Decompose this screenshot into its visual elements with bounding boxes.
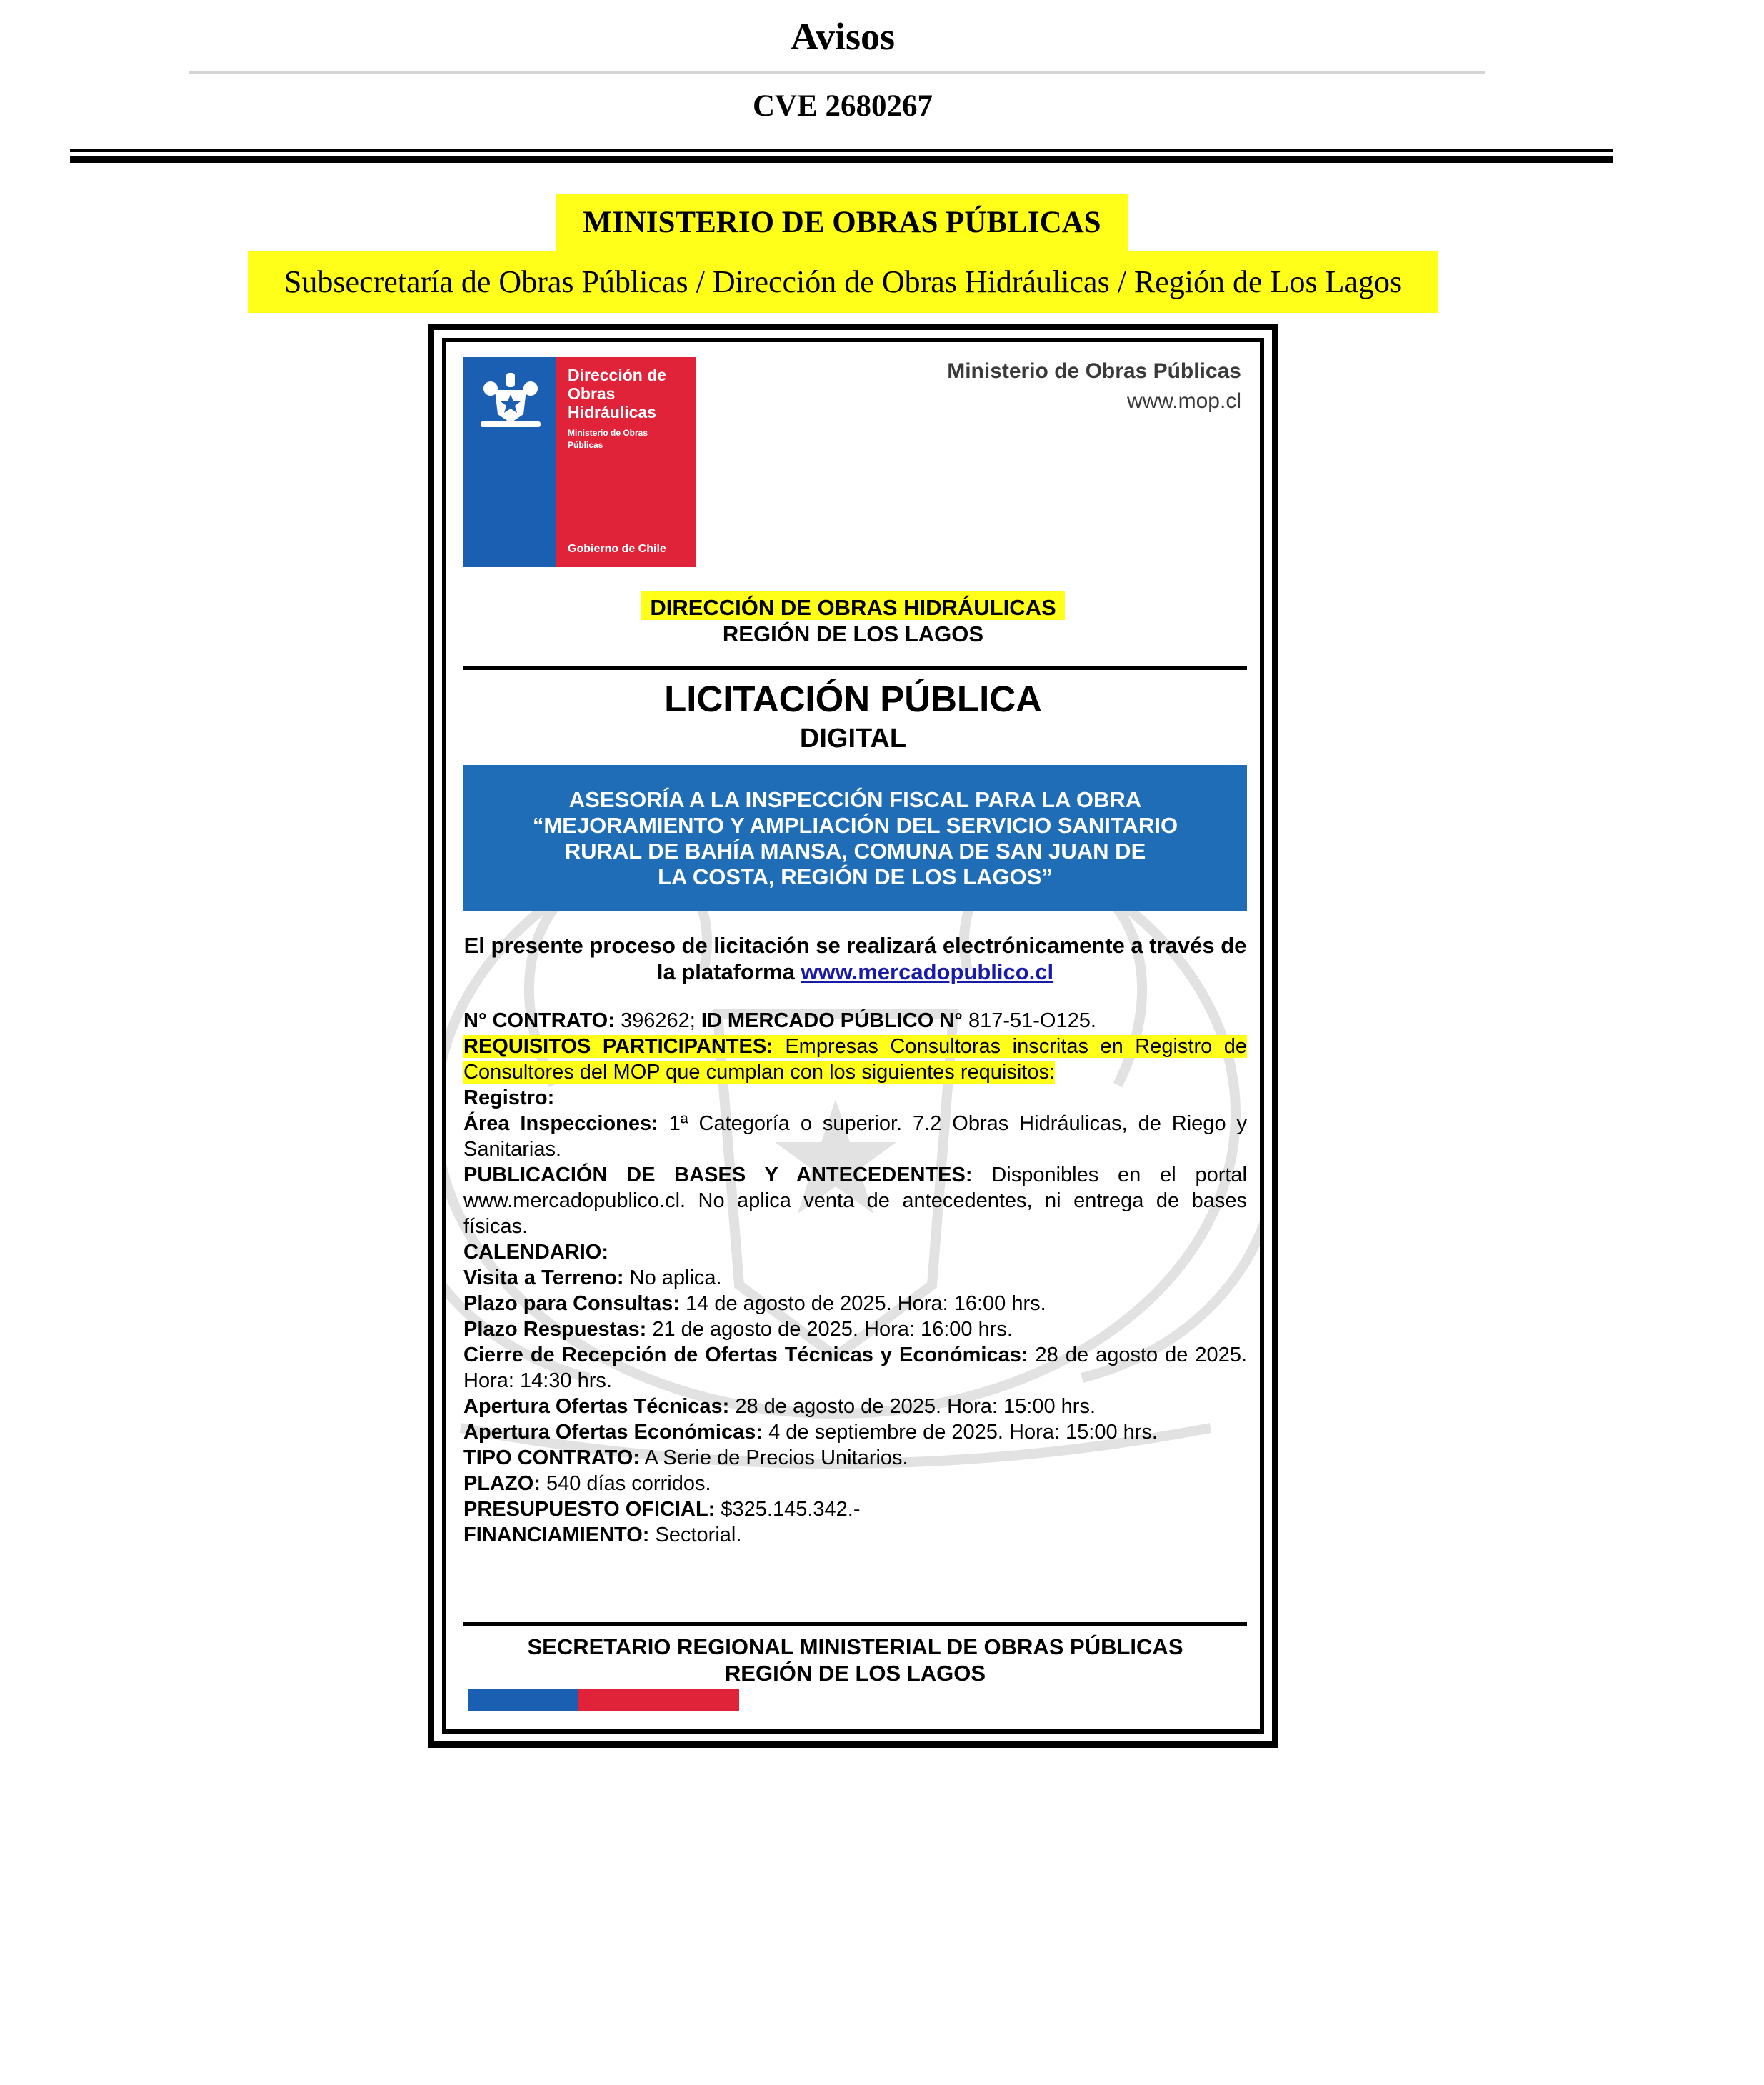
chile-coat-of-arms-icon	[473, 367, 548, 431]
area-label: Área Inspecciones:	[463, 1112, 658, 1135]
financing-label: FINANCIAMIENTO:	[463, 1524, 650, 1546]
technical-opening-line	[463, 1394, 1247, 1419]
questions-deadline-label: Plazo para Consultas:	[463, 1292, 680, 1315]
answers-deadline-value: 21 de agosto de 2025. Hora: 16:00 hrs.	[646, 1318, 1013, 1341]
registro-label: Registro:	[463, 1086, 555, 1109]
budget-label: PRESUPUESTO OFICIAL:	[463, 1498, 716, 1521]
requirements-value: Empresas Consultoras inscritas en Registro de Consultores del MOP que cumplan con los siguientes requisitos:	[463, 1035, 1248, 1084]
doh-heading-line1: DIRECCIÓN DE OBRAS HIDRÁULICAS	[641, 591, 1064, 620]
page-title: Avisos	[790, 15, 896, 58]
logo-ministry-name: Ministerio de Obras Públicas	[568, 428, 648, 450]
mp-id-value: 817-51-O125.	[962, 1009, 1096, 1032]
ministry-subtitle: Subsecretaría de Obras Públicas / Dirección de Obras Hidráulicas / Región de Los Lagos	[248, 251, 1438, 313]
economic-opening-line	[463, 1419, 1247, 1445]
technical-opening-label: Apertura Ofertas Técnicas:	[463, 1395, 730, 1418]
doh-heading	[446, 594, 1260, 647]
section-divider-thick	[70, 156, 1613, 163]
doh-heading-line2: REGIÓN DE LOS LAGOS	[722, 621, 984, 646]
notice-divider-bottom	[463, 1622, 1247, 1626]
offer-closing-line	[463, 1342, 1247, 1394]
term-label: PLAZO:	[463, 1472, 541, 1495]
publication-value: Disponibles en el portal www.mercadopublico.cl. No aplica venta de antecedentes, ni entrega de bases físicas.	[463, 1164, 1247, 1238]
mercadopublico-link[interactable]: www.mercadopublico.cl	[801, 959, 1054, 984]
requirements-line	[463, 1034, 1247, 1085]
notice-inner-frame	[442, 338, 1264, 1734]
intro-text: El presente proceso de licitación se realizará electrónicamente a través de la plataforma	[463, 933, 1247, 984]
publication-line	[463, 1162, 1247, 1239]
contract-value: 396262;	[614, 1009, 701, 1032]
financing-line	[463, 1522, 1247, 1548]
economic-opening-label: Apertura Ofertas Económicas:	[463, 1421, 763, 1444]
requirements-label: REQUISITOS PARTICIPANTES:	[463, 1035, 773, 1058]
area-line	[463, 1111, 1247, 1162]
flag-stripe-blue	[468, 1689, 578, 1711]
tender-subtitle: DIGITAL	[799, 724, 907, 754]
ministry-name: MINISTERIO DE OBRAS PÚBLICAS	[556, 194, 1128, 251]
project-box	[463, 765, 1247, 911]
signer-block	[463, 1634, 1247, 1686]
tender-details	[463, 1008, 1247, 1548]
mop-name: Ministerio de Obras Públicas	[947, 359, 1241, 383]
economic-opening-value: 4 de septiembre de 2025. Hora: 15:00 hrs.	[763, 1421, 1158, 1444]
project-line: RURAL DE BAHÍA MANSA, COMUNA DE SAN JUAN DE	[564, 838, 1146, 864]
contract-type-value: A Serie de Precios Unitarios.	[640, 1446, 908, 1469]
budget-line	[463, 1496, 1247, 1522]
technical-opening-value: 28 de agosto de 2025. Hora: 15:00 hrs.	[729, 1395, 1096, 1418]
notice-content	[446, 342, 1260, 1729]
contract-line	[463, 1008, 1247, 1034]
signer-line2: REGIÓN DE LOS LAGOS	[724, 1661, 986, 1686]
term-value: 540 días corridos.	[540, 1472, 711, 1495]
registro-line	[463, 1085, 1247, 1111]
site-visit-line	[463, 1265, 1247, 1291]
logo-agency-name: Dirección de Obras Hidráulicas	[568, 366, 667, 421]
section-divider-thin	[70, 149, 1613, 152]
logo-government: Gobierno de Chile	[568, 543, 666, 555]
contract-label: N° CONTRATO:	[463, 1009, 615, 1032]
contract-type-line	[463, 1445, 1247, 1471]
signer-line1: SECRETARIO REGIONAL MINISTERIAL DE OBRAS PÚBLICAS	[527, 1634, 1183, 1659]
project-line: ASESORÍA A LA INSPECCIÓN FISCAL PARA LA OBRA	[568, 786, 1142, 812]
publication-label: PUBLICACIÓN DE BASES Y ANTECEDENTES:	[463, 1164, 973, 1186]
answers-deadline-label: Plazo Respuestas:	[463, 1318, 647, 1341]
flag-stripe-red	[578, 1689, 739, 1711]
mop-url: www.mop.cl	[1126, 389, 1241, 413]
calendar-heading	[463, 1239, 1247, 1265]
notice-frame	[428, 324, 1278, 1748]
project-line: “MEJORAMIENTO Y AMPLIACIÓN DEL SERVICIO SANITARIO	[532, 812, 1178, 838]
project-line: LA COSTA, REGIÓN DE LOS LAGOS”	[658, 864, 1053, 889]
offer-closing-value: 28 de agosto de 2025. Hora: 14:30 hrs.	[463, 1344, 1248, 1392]
questions-deadline-line	[463, 1291, 1247, 1316]
questions-deadline-value: 14 de agosto de 2025. Hora: 16:00 hrs.	[679, 1292, 1046, 1315]
site-visit-label: Visita a Terreno:	[463, 1266, 624, 1289]
term-line	[463, 1471, 1247, 1496]
offer-closing-label: Cierre de Recepción de Ofertas Técnicas y Económicas:	[463, 1344, 1028, 1366]
budget-value: $325.145.342.-	[715, 1498, 861, 1521]
mp-id-label: ID MERCADO PÚBLICO N°	[701, 1009, 963, 1032]
notice-divider-top	[463, 666, 1247, 670]
financing-value: Sectorial.	[649, 1524, 742, 1546]
cve-code: CVE 2680267	[752, 89, 933, 123]
contract-type-label: TIPO CONTRATO:	[463, 1446, 641, 1469]
header-divider	[189, 71, 1485, 74]
intro-paragraph	[463, 932, 1247, 985]
answers-deadline-line	[463, 1316, 1247, 1342]
calendar-label: CALENDARIO:	[463, 1241, 608, 1264]
area-value: 1ª Categoría o superior. 7.2 Obras Hidráulicas, de Riego y Sanitarias.	[463, 1112, 1247, 1161]
doh-logo	[463, 357, 696, 567]
tender-title: LICITACIÓN PÚBLICA	[664, 679, 1042, 719]
site-visit-value: No aplica.	[623, 1266, 722, 1289]
